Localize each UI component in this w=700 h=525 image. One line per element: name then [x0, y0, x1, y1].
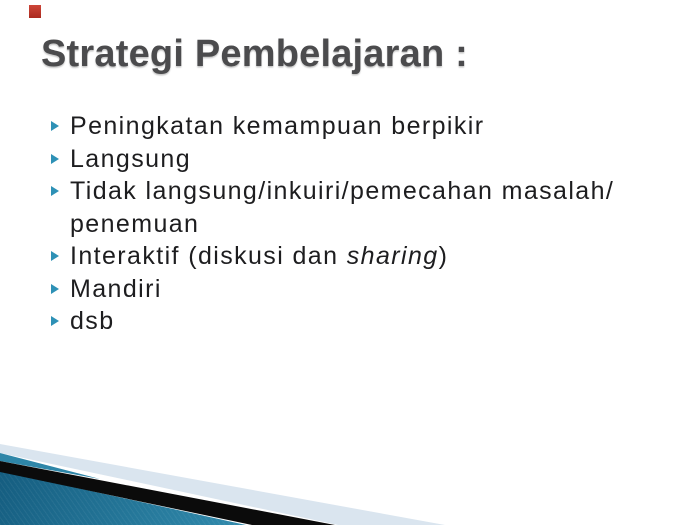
- bullet-item: [50, 273, 680, 306]
- bullet-list: [50, 110, 680, 338]
- bullet-item: [50, 305, 680, 338]
- footer-teal-gradient-wedge: [0, 440, 700, 525]
- bullet-text: Peningkatan kemampuan berpikir: [70, 112, 485, 140]
- bullet-triangle-icon: [51, 284, 59, 294]
- bullet-triangle-icon: [51, 251, 59, 261]
- red-accent-bar: [29, 5, 41, 18]
- bullet-triangle-icon: [51, 316, 59, 326]
- footer-black-stripe: [0, 440, 700, 525]
- bullet-item: [50, 240, 680, 273]
- bullet-item: [50, 175, 680, 240]
- bullet-triangle-icon: [51, 121, 59, 131]
- slide-title: Strategi Pembelajaran :: [41, 33, 468, 75]
- footer-decoration: [0, 440, 700, 525]
- bullet-text: Langsung: [70, 144, 192, 173]
- bullet-triangle-icon: [51, 154, 59, 164]
- bullet-text: dsb: [70, 307, 115, 335]
- bullet-text: Interaktif (diskusi dan sharing): [70, 242, 449, 270]
- bullet-item: [50, 110, 680, 143]
- footer-teal-sliver: [0, 440, 700, 525]
- bullet-triangle-icon: [51, 186, 59, 196]
- footer-pale-wedge: [0, 440, 700, 525]
- bullet-text: Tidak langsung/inkuiri/pemecahan masalah/ penemuan: [70, 177, 615, 238]
- bullet-text: Mandiri: [70, 274, 162, 303]
- bullet-item: [50, 143, 680, 176]
